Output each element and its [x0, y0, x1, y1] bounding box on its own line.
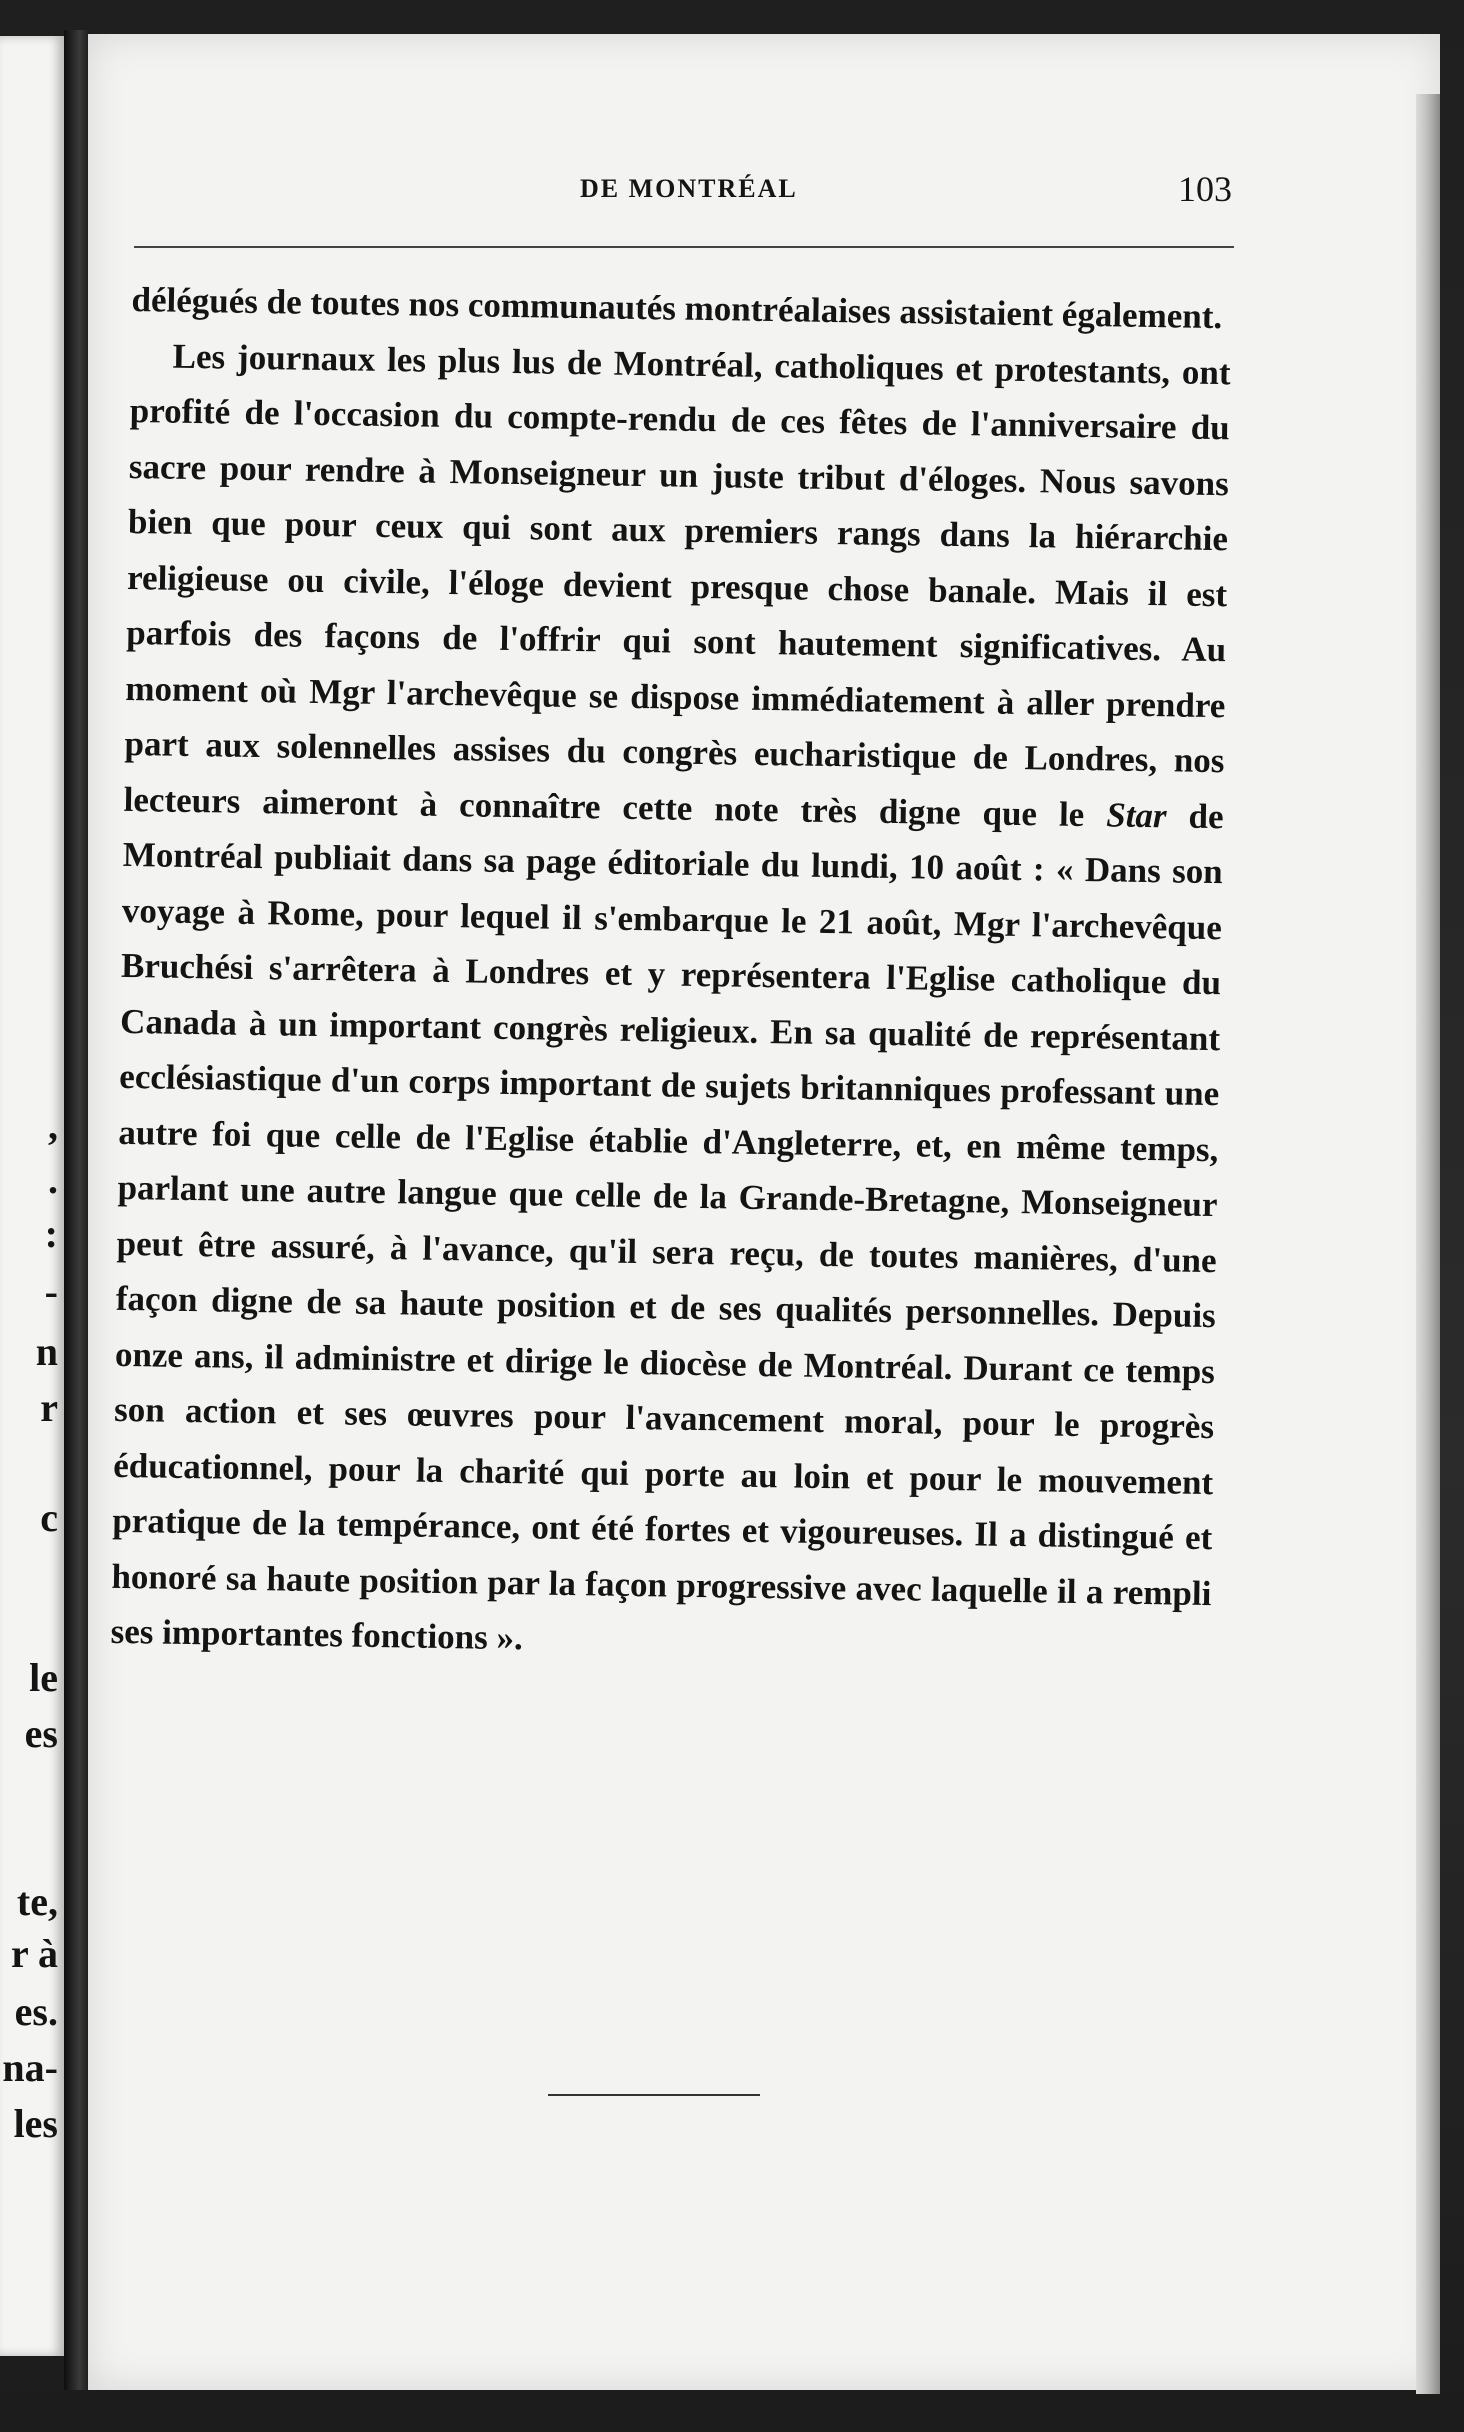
left-page-fragment: r: [40, 1385, 58, 1430]
left-page-fragment: :: [44, 1211, 58, 1256]
left-page-fragment: c: [40, 1495, 58, 1540]
paragraph-main-rest: de Montréal publiait dans sa page éditoriale du lundi, 10 août : « Dans son voyage à Rome, pour lequel il s'embarque le 21 août, Mgr l'archevêque Bruchési s'arrêtera à Londres et y représentera l'Eglise catholique du Canada à un important congrès religieux. En sa qualité de représentant ecclésiastique d'un corps important de sujets britanniques professant une autre foi que celle de l'Eglise établie d'Angleterre, et, en même temps, parlant une autre langue que celle de la Grande-Bretagne, Monseigneur peut être assuré, à l'avance, qu'il sera reçu, de toutes manières, d'une façon digne de sa haute position et de ses qualités personnelles. Depuis onze ans, il administre et dirige le diocèse de Montréal. Durant ce temps son action et ses œuvres pour l'avancement moral, pour le progrès éducationnel, pour la charité qui porte au loin et pour le mouvement pratique de la tempérance, ont été fortes et vigoureuses. Il a distingué et honoré sa haute position par la façon progressive avec laquelle il a rempli ses importantes fonctions ».: [110, 796, 1224, 1658]
left-page-fragment: n: [35, 1329, 58, 1374]
running-head: DE MONTRÉAL: [580, 174, 798, 203]
left-page-fragment: les: [13, 2101, 58, 2146]
left-page-fragment: r à: [10, 1931, 58, 1976]
page-number: 103: [1178, 169, 1232, 209]
left-page-fragment: ,: [48, 1103, 58, 1148]
left-page-fragment: .: [48, 1157, 58, 1202]
left-page-fragment: le: [29, 1655, 58, 1700]
paragraph-continued: délégués de toutes nos communautés montréalaises assistaient également.: [131, 279, 1223, 337]
left-page-fragment: te,: [16, 1879, 58, 1924]
left-page-fragment: es: [24, 1711, 58, 1756]
book-gutter: [64, 30, 90, 2390]
paragraph-main: [110, 327, 1231, 1676]
left-page-fragment: -: [44, 1269, 58, 1314]
end-rule: [548, 2094, 760, 2096]
page-edge-stack: [1416, 94, 1440, 2394]
newspaper-title: Star: [1105, 794, 1167, 835]
paragraph-main-start: Les journaux les plus lus de Montréal, catholiques et protestants, ont profité de l'occasion du compte-rendu de ces fêtes de l'anniversaire du sacre pour rendre à Monseigneur un juste tribut d'éloges. Nous savons bien que pour ceux qui sont aux premiers rangs dans la hiérarchie religieuse ou civile, l'éloge devient presque chose banale. Mais il est parfois des façons de l'offrir qui sont hautement significatives. Au moment où Mgr l'archevêque se dispose immédiatement à aller prendre part aux solennelles assises du congrès eucharistique de Londres, nos lecteurs aimeront à connaître cette note très digne que le: [123, 336, 1231, 834]
header-rule: [134, 246, 1234, 248]
body-text: [110, 272, 1232, 1677]
left-page-fragment: na-: [2, 2045, 58, 2090]
left-page-edge: [0, 36, 64, 2356]
left-page-fragment: es.: [14, 1989, 58, 2034]
